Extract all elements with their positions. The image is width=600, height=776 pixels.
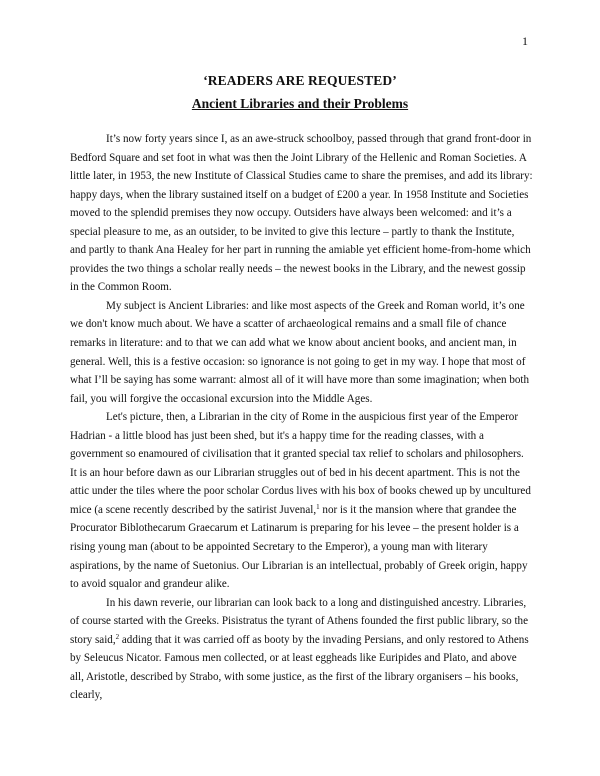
title-block (0, 72, 600, 113)
paragraph-4-text-a: In his dawn reverie, our librarian can look back to a long and distinguished ancestry. Libraries, of course started with the Greeks. Pisistratus the tyrant of Athens founded the first public library, so the story said, (70, 596, 529, 646)
footnote-ref-2[interactable]: 2 (115, 632, 120, 641)
body-text (70, 130, 533, 705)
paragraph-3 (70, 408, 533, 593)
paragraph-2: My subject is Ancient Libraries: and like most aspects of the Greek and Roman world, it’s one we don't know much about. We have a scatter of archaeological remains and a small file of chance remarks in literature: and to that we can add what we know about ancient books, and ancient man, in general. Well, this is a festive occasion: so ignorance is not going to get in my way. I hope that most of what I’ll be saying has some warrant: almost all of it will have more than some imagination; when both fail, you will forgive the occasional excursion into the Middle Ages. (70, 299, 530, 405)
paragraph-4-text-b: adding that it was carried off as booty by the invading Persians, and only restored to Athens by Seleucus Nicator. Famous men collected, or at least eggheads like Euripides and Plato, and above all, Aristotle, described by Strabo, with some justice, as the first of the library organisers – his books, clearly, (70, 633, 529, 702)
paragraph-3-text-a: Let's picture, then, a Librarian in the city of Rome in the auspicious first year of the Emperor Hadrian - a little blood has just been shed, but it's a happy time for the reading classes, with a government so enamoured of civilisation that it granted special tax relief to scholars and philosophers. It is an hour before dawn as our Librarian struggles out of bed in his decent apartment. This is not the attic under the tiles where the poor scholar Cordus lives with his box of books chewed up by uncultured mice (a scene recently described by the satirist Juvenal, (70, 411, 531, 516)
footnote-ref-1[interactable]: 1 (316, 502, 320, 511)
page-subtitle: Ancient Libraries and their Problems (191, 96, 409, 111)
paragraph-4 (70, 594, 533, 705)
page-title: ‘READERS ARE REQUESTED’ (203, 73, 397, 88)
page-number: 1 (522, 34, 528, 48)
paragraph-3-text-b: nor is it the mansion where that grandee the Procurator Biblothecarum Graecarum et Latinarum is preparing for his levee – the present holder is a rising young man (about to be appointed Secretary to the Emperor), a young man with literary aspirations, by the name of Suetonius. Our Librarian is an intellectual, probably of Greek origin, happy to avoid squalor and grandeur alike. (70, 503, 528, 591)
paragraph-1: It’s now forty years since I, as an awe-struck schoolboy, passed through that grand front-door in Bedford Square and set foot in what was then the Joint Library of the Hellenic and Roman Societies. A little later, in 1953, the new Institute of Classical Studies came to share the premises, and add its library: happy days, when the library sustained itself on a budget of £200 a year. In 1958 Institute and Societies moved to the splendid premises they now occupy. Outsiders have always been welcomed: and it’s a special pleasure to me, as an outsider, to be invited to give this lecture – partly to thank the Institute, and partly to thank Ana Healey for her part in running the amiable yet efficient home-from-home which provides the two things a scholar really needs – the newest books in the Library, and the newest gossip in the Common Room. (70, 133, 533, 294)
